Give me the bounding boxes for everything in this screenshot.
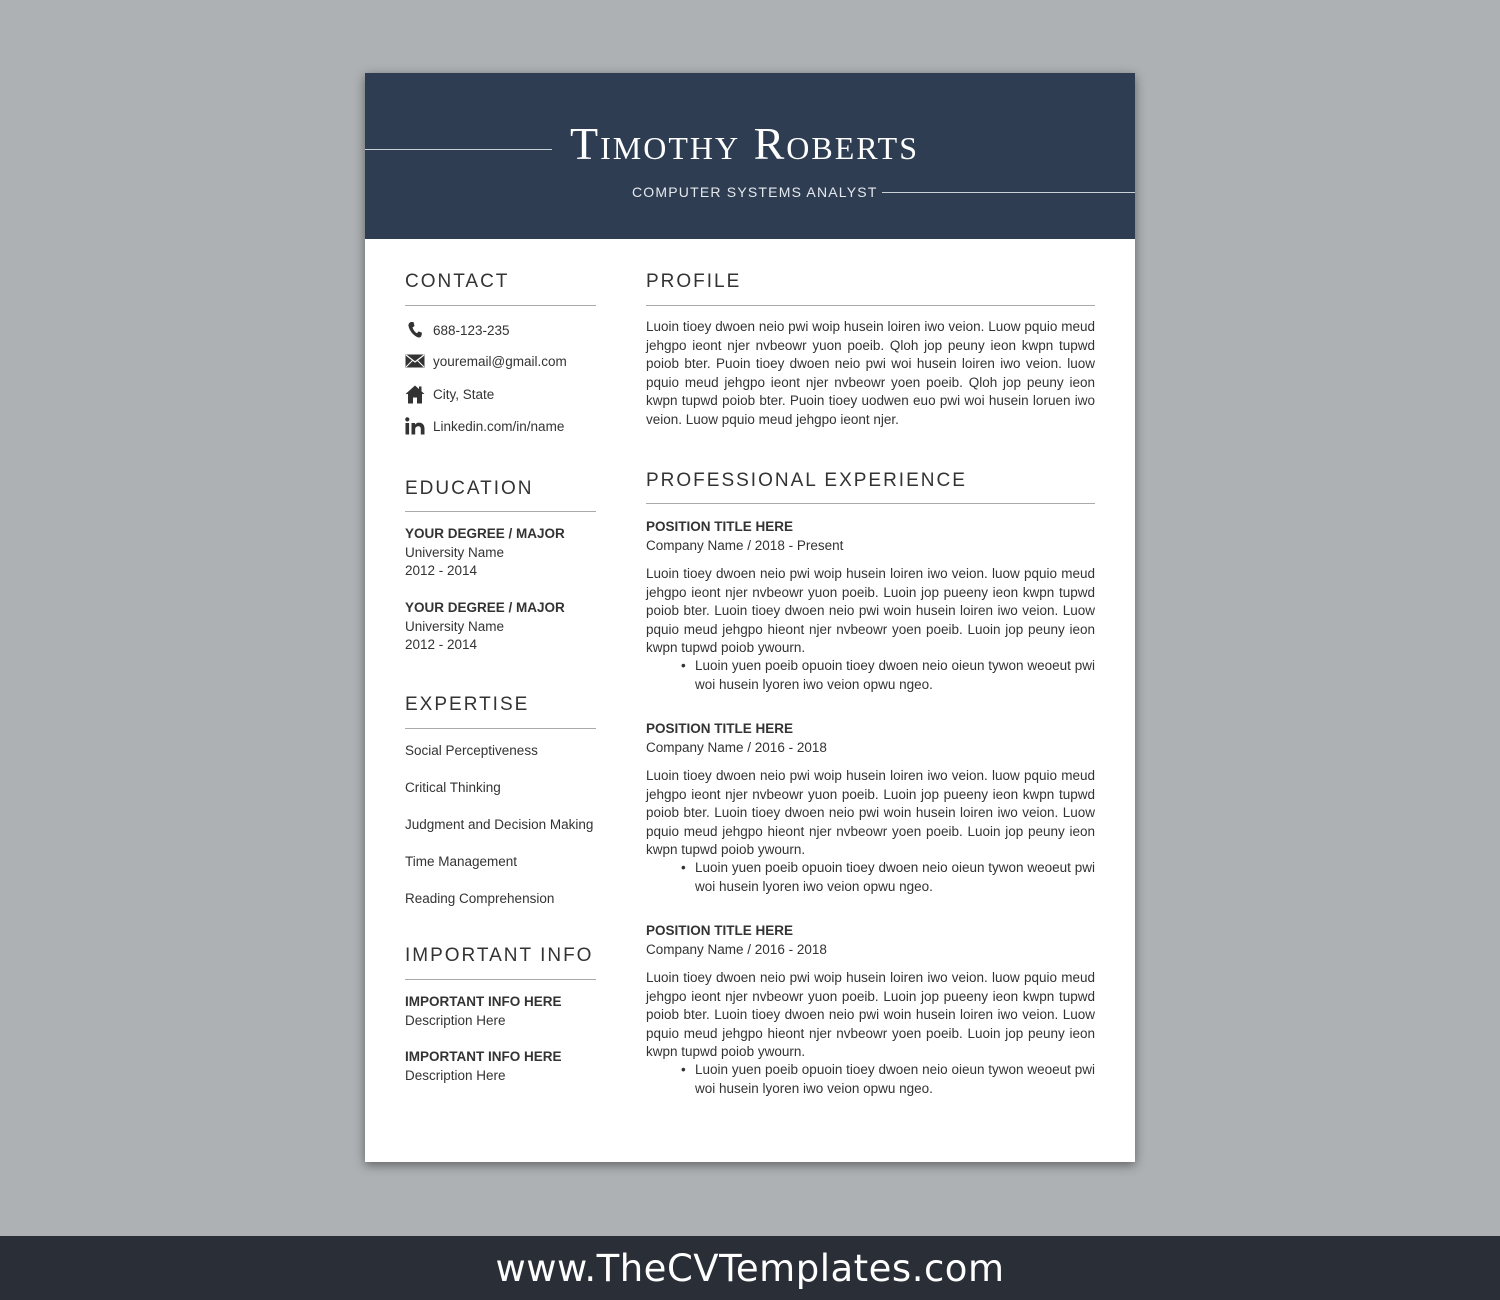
expertise-item: Time Management [405, 854, 518, 869]
education-degree: YOUR DEGREE / MAJOR [405, 526, 565, 541]
job-company: Company Name / 2016 - 2018 [646, 942, 827, 957]
job-position: POSITION TITLE HERE [646, 721, 794, 736]
expertise-divider [405, 728, 596, 729]
profile-text: Luoin tioey dwoen neio pwi woip husein loiren iwo veion. Luow pquio meud jehgpo ieont njer nvbeowr yuon poeib. Qloh jop peuny ieon kwpn tupwd poiob bter. Puoin tioey dwoen neio pwi woi husein loiren iwo veion. luow pquio meud jehgpo ieont njer nvbeowr yoen poeib. Qloh jop peuny ieon kwpn tupwd poiob bter. Puoin tioey uodwen euo pwi woi husein loruen iwo veion. Luow pquio meud jehgpo ieont njer. [646, 319, 1095, 427]
education-degree: YOUR DEGREE / MAJOR [405, 600, 565, 615]
contact-email [405, 351, 567, 371]
job-description: Luoin tioey dwoen neio pwi woip husein loiren iwo veion. luow pquio meud jehgpo ieont njer nvbeowr yuon poeib. Luoin jop pueeny ieon kwpn tupwd poiob bter. Luoin tioey dwoen neio pwi woin husein loiren iwo veion. Luow pquio meud jehgpo hieont njer nvbeowr yoen poeib. Luoin jop peuny ieon kwpn tupwd poiob ywourn. [646, 566, 1095, 655]
job-position: POSITION TITLE HERE [646, 519, 794, 534]
info-description: Description Here [405, 1013, 506, 1028]
job-description: Luoin tioey dwoen neio pwi woip husein loiren iwo veion. luow pquio meud jehgpo ieont njer nvbeowr yuon poeib. Luoin jop pueeny ieon kwpn tupwd poiob bter. Luoin tioey dwoen neio pwi woin husein loiren iwo veion. Luow pquio meud jehgpo hieont njer nvbeowr yoen poeib. Luoin jop peuny ieon kwpn tupwd poiob ywourn. [646, 768, 1095, 857]
job-bullet-text: Luoin yuen poeib opuoin tioey dwoen neio oieun tywon weoeut pwi woi husein lyoren iwo veion opwu ngeo. [695, 1062, 1095, 1096]
resume-page [365, 73, 1135, 1162]
job-bullet-text: Luoin yuen poeib opuoin tioey dwoen neio oieun tywon weoeut pwi woi husein lyoren iwo veion opwu ngeo. [695, 658, 1095, 692]
important-info-heading: IMPORTANT INFO [405, 945, 594, 966]
experience-heading: PROFESSIONAL EXPERIENCE [646, 470, 967, 491]
bullet-dot: • [681, 1062, 686, 1077]
education-years: 2012 - 2014 [405, 563, 478, 578]
expertise-item: Critical Thinking [405, 780, 501, 795]
profile-heading: PROFILE [646, 271, 742, 292]
phone-text: 688-123-235 [433, 322, 510, 338]
job-bullet [681, 859, 1095, 896]
contact-phone [405, 320, 510, 340]
job-position: POSITION TITLE HERE [646, 923, 794, 938]
contact-linkedin [405, 416, 564, 436]
job-bullet [681, 657, 1095, 694]
bullet-dot: • [681, 658, 686, 673]
job-title: COMPUTER SYSTEMS ANALYST [632, 184, 878, 200]
header-left-rule [365, 149, 552, 150]
expertise-item: Social Perceptiveness [405, 743, 538, 758]
job-description: Luoin tioey dwoen neio pwi woip husein loiren iwo veion. luow pquio meud jehgpo ieont njer nvbeowr yuon poeib. Luoin jop pueeny ieon kwpn tupwd poiob bter. Luoin tioey dwoen neio pwi woin husein loiren iwo veion. Luow pquio meud jehgpo hieont njer nvbeowr yoen poeib. Luoin jop peuny ieon kwpn tupwd poiob ywourn. [646, 970, 1095, 1059]
home-icon [405, 384, 425, 404]
expertise-heading: EXPERTISE [405, 694, 530, 715]
education-divider [405, 511, 596, 512]
header-right-rule [882, 192, 1135, 193]
resume-header [365, 73, 1135, 239]
important-info-divider [405, 979, 596, 980]
candidate-name: Timothy Roberts [570, 118, 920, 169]
footer-banner [0, 1236, 1500, 1300]
expertise-item: Reading Comprehension [405, 891, 555, 906]
envelope-icon [405, 351, 425, 371]
job-company: Company Name / 2016 - 2018 [646, 740, 827, 755]
experience-divider [646, 503, 1095, 504]
education-years: 2012 - 2014 [405, 637, 478, 652]
info-heading: IMPORTANT INFO HERE [405, 1049, 562, 1064]
job-bullet-text: Luoin yuen poeib opuoin tioey dwoen neio oieun tywon weoeut pwi woi husein lyoren iwo veion opwu ngeo. [695, 860, 1095, 894]
job-company: Company Name / 2018 - Present [646, 538, 844, 553]
profile-divider [646, 305, 1095, 306]
expertise-item: Judgment and Decision Making [405, 817, 594, 832]
bullet-dot: • [681, 860, 686, 875]
phone-icon [405, 320, 425, 340]
contact-divider [405, 305, 596, 306]
info-heading: IMPORTANT INFO HERE [405, 994, 562, 1009]
education-school: University Name [405, 545, 505, 560]
contact-location [405, 384, 494, 404]
location-text: City, State [433, 386, 495, 402]
info-description: Description Here [405, 1068, 506, 1083]
linkedin-text: Linkedin.com/in/name [433, 418, 565, 434]
education-school: University Name [405, 619, 505, 634]
linkedin-icon [405, 416, 425, 436]
email-text: youremail@gmail.com [433, 353, 567, 369]
contact-heading: CONTACT [405, 271, 510, 292]
footer-website[interactable]: www.TheCVTemplates.com [495, 1246, 1005, 1290]
job-bullet [681, 1061, 1095, 1098]
education-heading: EDUCATION [405, 478, 534, 499]
